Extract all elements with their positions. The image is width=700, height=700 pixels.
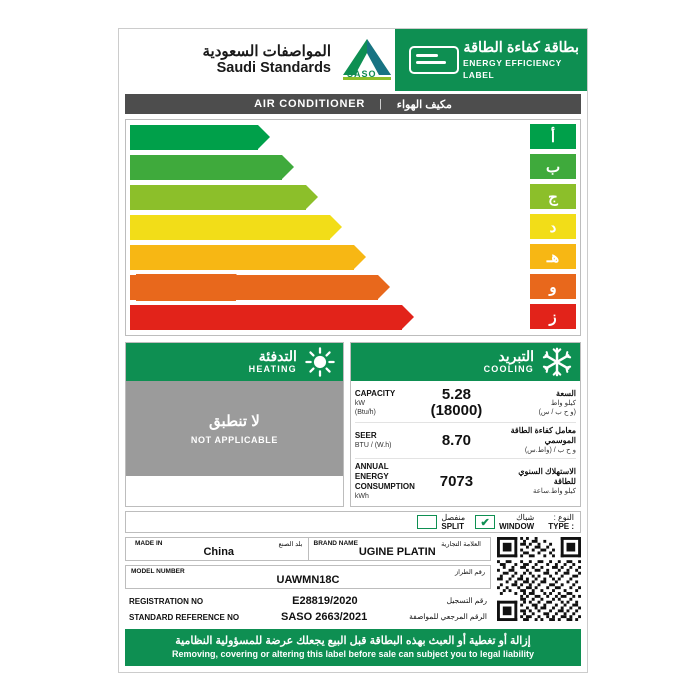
registration-value: E28819/2020 xyxy=(292,595,358,607)
grade-letter: ز xyxy=(530,304,576,329)
saso-name-arabic: المواصفات السعودية xyxy=(202,43,331,60)
label-title-english: ENERGY EFFICIENCY LABEL xyxy=(463,57,562,80)
model-value: UAWMN18C xyxy=(276,573,340,586)
saso-wordmark: SASO xyxy=(347,69,377,79)
sun-icon xyxy=(303,345,337,379)
sun-icon-svg xyxy=(305,347,335,377)
seer-label-english: SEER xyxy=(354,431,377,440)
grade-letter: د xyxy=(530,214,576,239)
capacity-unit-arabic-1: كيلو واط xyxy=(550,400,576,407)
grade-row xyxy=(130,244,576,271)
brand-label-arabic: العلامة التجارية xyxy=(441,541,481,548)
saso-name-english: Saudi Standards xyxy=(216,60,331,76)
heating-header xyxy=(126,343,343,381)
cooling-panel xyxy=(350,342,581,507)
capacity-unit-english-2: (Btu/h) xyxy=(354,409,376,416)
cooling-row-seer xyxy=(355,423,576,459)
legal-warning-footer xyxy=(125,629,581,666)
energy-label-title-block xyxy=(395,29,587,91)
annual-consumption-unit-arabic: كيلو واط.ساعة xyxy=(533,488,576,495)
grade-row xyxy=(130,214,576,241)
type-label-arabic: النوع : xyxy=(553,513,574,522)
made-in-label-english: MADE IN xyxy=(135,540,163,547)
brand-label-english: BRAND NAME xyxy=(313,540,358,547)
model-number-row xyxy=(125,565,491,589)
made-in-label-arabic: بلد الصنع xyxy=(278,541,303,548)
grade-row xyxy=(130,304,576,331)
seer-value: 8.70 xyxy=(441,431,472,449)
saso-logo-icon xyxy=(339,29,395,91)
annual-consumption-unit-english: kWh xyxy=(354,493,369,500)
annual-consumption-label-english: ANNUAL ENERGY CONSUMPTION xyxy=(354,462,415,491)
window-checkbox[interactable]: ✔ xyxy=(475,515,495,529)
model-label-english: MODEL NUMBER xyxy=(131,568,185,575)
footer-text-arabic: إزالة أو تغطية أو العبث بهذه البطاقة قبل البيع يجعلك عرضة للمسؤولية النظامية xyxy=(175,635,531,647)
heating-title-arabic: التدفئة xyxy=(258,348,297,364)
product-info-section xyxy=(125,537,581,625)
registration-row xyxy=(125,593,491,609)
grade-letter: هـ xyxy=(530,244,576,269)
made-in-brand-row xyxy=(125,537,491,561)
cooling-values xyxy=(351,381,580,506)
split-checkbox[interactable] xyxy=(417,515,437,529)
product-type-bar xyxy=(125,94,581,114)
type-label xyxy=(548,513,574,531)
split-label-english: SPLIT xyxy=(441,522,465,531)
grade-row xyxy=(130,184,576,211)
heating-status xyxy=(126,381,343,476)
registration-label-english: REGISTRATION NO xyxy=(129,596,204,606)
product-type-separator: | xyxy=(379,98,383,110)
seer-unit-english: BTU / (W.h) xyxy=(354,442,392,449)
heating-status-english: NOT APPLICABLE xyxy=(190,435,278,445)
cooling-title-english: COOLING xyxy=(483,364,534,374)
snowflake-icon-svg xyxy=(542,347,572,377)
grade-letter: أ xyxy=(530,124,576,149)
grade-letter: ج xyxy=(530,184,576,209)
type-selection-row xyxy=(125,511,581,533)
qr-code[interactable] xyxy=(497,537,581,621)
seer-label-arabic: معامل كفاءة الطاقة الموسمي xyxy=(510,426,576,445)
air-conditioner-icon xyxy=(409,46,459,74)
grade-row xyxy=(130,124,576,151)
cooling-title-arabic: التبريد xyxy=(498,348,534,364)
brand-field xyxy=(308,538,487,560)
energy-efficiency-label xyxy=(118,28,588,673)
capacity-unit-arabic-2: (و ح ب / س) xyxy=(538,409,576,416)
type-option-window[interactable] xyxy=(475,513,534,531)
footer-text-english: Removing, covering or altering this label before sale can subject you to legal liability xyxy=(171,649,535,659)
snowflake-icon xyxy=(540,345,574,379)
grade-letter: ب xyxy=(530,154,576,179)
registration-label-arabic: رقم التسجيل xyxy=(446,596,487,605)
heating-status-arabic: لا تنطبق xyxy=(209,413,260,430)
grade-row-selected xyxy=(130,274,576,301)
capacity-value-kw: 5.28 xyxy=(441,386,472,403)
made-in-value: China xyxy=(203,546,235,558)
model-label-arabic: رقم الطراز xyxy=(454,569,485,576)
label-header xyxy=(119,29,587,91)
standard-label-english: STANDARD REFERENCE NO xyxy=(129,612,240,622)
window-label-arabic: شباك xyxy=(516,513,535,522)
heating-cooling-section xyxy=(125,342,581,507)
window-label-english: WINDOW xyxy=(499,522,535,531)
grade-row xyxy=(130,154,576,181)
type-label-english: TYPE : xyxy=(548,522,574,531)
cooling-header xyxy=(351,343,580,381)
cooling-row-capacity xyxy=(355,384,576,423)
annual-consumption-value: 7073 xyxy=(439,472,474,490)
efficiency-grade-scale xyxy=(125,119,581,336)
grade-letter: و xyxy=(530,274,576,299)
split-label-arabic: منفصل xyxy=(441,513,466,522)
standard-value: SASO 2663/2021 xyxy=(280,611,368,623)
capacity-label-english: CAPACITY xyxy=(354,389,396,398)
capacity-unit-english-1: kW xyxy=(354,400,365,407)
cooling-row-annual-consumption xyxy=(355,459,576,504)
standard-reference-row xyxy=(125,609,491,625)
saso-branding xyxy=(119,29,339,91)
annual-consumption-label-arabic: الاستهلاك السنوي للطاقة xyxy=(518,467,576,486)
label-title-arabic: بطاقة كفاءة الطاقة xyxy=(463,39,579,56)
heating-panel xyxy=(125,342,344,507)
made-in-field xyxy=(130,538,308,560)
type-option-split[interactable] xyxy=(417,513,465,531)
product-type-english: AIR CONDITIONER xyxy=(254,98,366,110)
standard-label-arabic: الرقم المرجعي للمواصفة xyxy=(409,612,487,621)
seer-unit-arabic: و ح ب / (واط.س) xyxy=(524,447,576,454)
brand-value: UGINE PLATIN xyxy=(358,546,436,558)
capacity-value-btu: (18000) xyxy=(430,402,483,419)
capacity-label-arabic: السعة xyxy=(556,389,576,398)
product-type-arabic: مكيف الهواء xyxy=(396,98,452,111)
heating-title-english: HEATING xyxy=(248,364,297,374)
